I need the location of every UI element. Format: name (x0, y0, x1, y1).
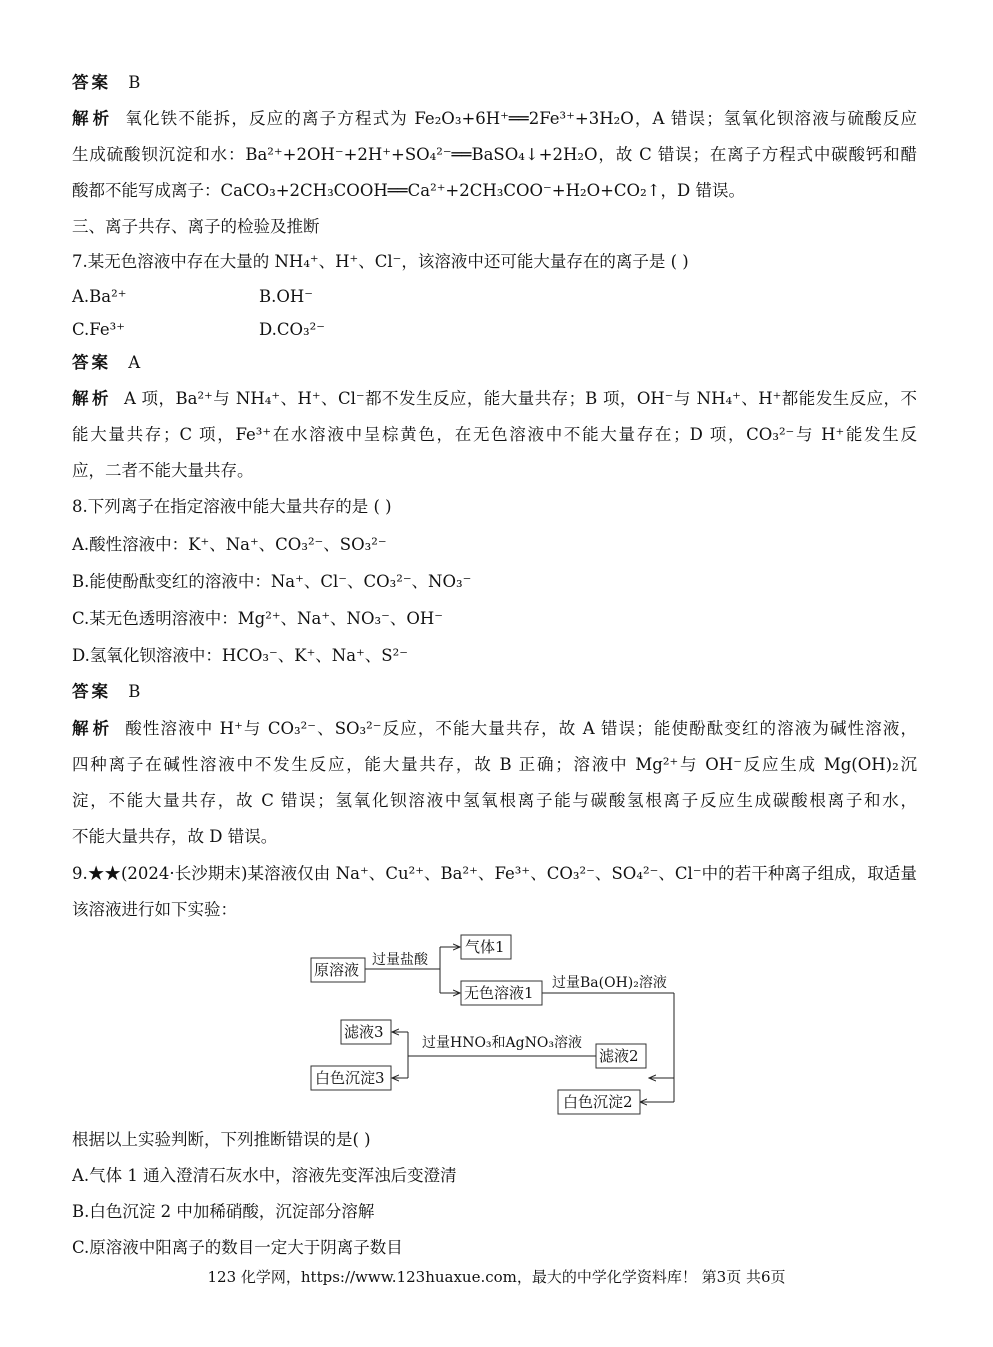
label-excess-hno3-agno3: 过量HNO₃和AgNO₃溶液 (422, 1035, 582, 1051)
explanation-6-line1: 解析 氧化铁不能拆，反应的离子方程式为 Fe₂O₃+6H⁺══2Fe³⁺+3H₂O，A 错误；氢氧化钡溶液与硫酸反应 (72, 109, 918, 128)
answer-value: B (128, 73, 141, 92)
question-9-option-a: A.气体 1 通入澄清石灰水中，溶液先变浑浊后变澄清 (72, 1166, 457, 1185)
question-9-option-b: B.白色沉淀 2 中加稀硝酸，沉淀部分溶解 (72, 1202, 375, 1221)
explanation-label: 解析 (72, 719, 114, 738)
label-excess-hcl: 过量盐酸 (372, 952, 428, 968)
question-8-option-b: B.能使酚酞变红的溶液中：Na⁺、Cl⁻、CO₃²⁻、NO₃⁻ (72, 572, 472, 591)
box-filtrate-2: 滤液2 (599, 1047, 639, 1065)
question-9-stem-line2: 该溶液进行如下实验： (72, 900, 237, 919)
explanation-6-line2: 生成硫酸钡沉淀和水：Ba²⁺+2OH⁻+2H⁺+SO₄²⁻══BaSO₄↓+2H₂O，故 C 错误；在离子方程式中碳酸钙和醋 (72, 145, 917, 164)
question-7-option-a: A.Ba²⁺ (72, 287, 127, 306)
explanation-label: 解析 (72, 389, 112, 408)
explanation-8-line2: 四种离子在碱性溶液中不发生反应，能大量共存，故 B 正确；溶液中 Mg²⁺与 OH⁻反应生成 Mg(OH)₂沉 (72, 755, 917, 774)
question-8-option-c: C.某无色透明溶液中：Mg²⁺、Na⁺、NO₃⁻、OH⁻ (72, 609, 443, 628)
question-8-stem: 8.下列离子在指定溶液中能大量共存的是 ( ) (72, 497, 392, 516)
answer-value: A (128, 353, 141, 372)
question-7-option-c: C.Fe³⁺ (72, 320, 125, 339)
box-gas-1: 气体1 (465, 938, 505, 956)
box-white-precipitate-3: 白色沉淀3 (315, 1069, 385, 1087)
answer-8 (72, 682, 917, 702)
answer-label: 答案 (72, 353, 111, 372)
explanation-7-line1: 解析 A 项，Ba²⁺与 NH₄⁺、H⁺、Cl⁻都不发生反应，能大量共存；B 项，OH⁻与 NH₄⁺、H⁺都能发生反应，不 (72, 389, 918, 408)
answer-label: 答案 (72, 682, 111, 701)
explanation-8-line1: 解析 酸性溶液中 H⁺与 CO₃²⁻、SO₃²⁻反应，不能大量共存，故 A 错误；能使酚酞变红的溶液为碱性溶液， (72, 719, 917, 738)
box-filtrate-3: 滤液3 (344, 1023, 384, 1041)
question-8-option-d: D.氢氧化钡溶液中：HCO₃⁻、K⁺、Na⁺、S²⁻ (72, 646, 408, 665)
explanation-8-line3: 淀，不能大量共存，故 C 错误；氢氧化钡溶液中氢氧根离子能与碳酸氢根离子反应生成碳酸根离子和水， (72, 791, 917, 810)
answer-value: B (128, 682, 141, 701)
box-original-solution: 原溶液 (314, 961, 360, 979)
answer-label: 答案 (72, 73, 111, 92)
question-7-option-b: B.OH⁻ (259, 287, 313, 306)
question-9-prompt: 根据以上实验判断，下列推断错误的是( ) (72, 1130, 371, 1149)
box-colorless-solution-1: 无色溶液1 (464, 984, 534, 1002)
section-heading: 三、离子共存、离子的检验及推断 (72, 217, 320, 236)
question-8-option-a: A.酸性溶液中：K⁺、Na⁺、CO₃²⁻、SO₃²⁻ (72, 535, 387, 554)
explanation-6-line3: 酸都不能写成离子：CaCO₃+2CH₃COOH══Ca²⁺+2CH₃COO⁻+H₂O+CO₂↑，D 错误。 (72, 181, 745, 200)
answer-7 (72, 353, 917, 373)
explanation-8-line4: 不能大量共存，故 D 错误。 (72, 827, 278, 846)
explanation-7-line2: 能大量共存；C 项，Fe³⁺在水溶液中呈棕黄色，在无色溶液中不能大量存在；D 项，CO₃²⁻与 H⁺能发生反 (72, 425, 917, 444)
label-excess-baoh2: 过量Ba(OH)₂溶液 (552, 975, 667, 991)
page-footer: 123 化学网，https://www.123huaxue.com，最大的中学化学资料库！ 第3页 共6页 (207, 1268, 786, 1286)
question-9-stem-line1: 9.★★(2024·长沙期末)某溶液仅由 Na⁺、Cu²⁺、Ba²⁺、Fe³⁺、CO₃²⁻、SO₄²⁻、Cl⁻中的若干种离子组成，取适量 (72, 864, 917, 883)
question-7-stem: 7.某无色溶液中存在大量的 NH₄⁺、H⁺、Cl⁻，该溶液中还可能大量存在的离子是 ( ) (72, 252, 689, 271)
explanation-7-line3: 应，二者不能大量共存。 (72, 461, 254, 480)
answer-6 (72, 73, 917, 93)
question-9-option-c: C.原溶液中阳离子的数目一定大于阴离子数目 (72, 1238, 403, 1257)
question-7-option-d: D.CO₃²⁻ (259, 320, 325, 339)
explanation-label: 解析 (72, 109, 114, 128)
box-white-precipitate-2: 白色沉淀2 (563, 1093, 633, 1111)
experiment-flowchart (300, 928, 690, 1118)
